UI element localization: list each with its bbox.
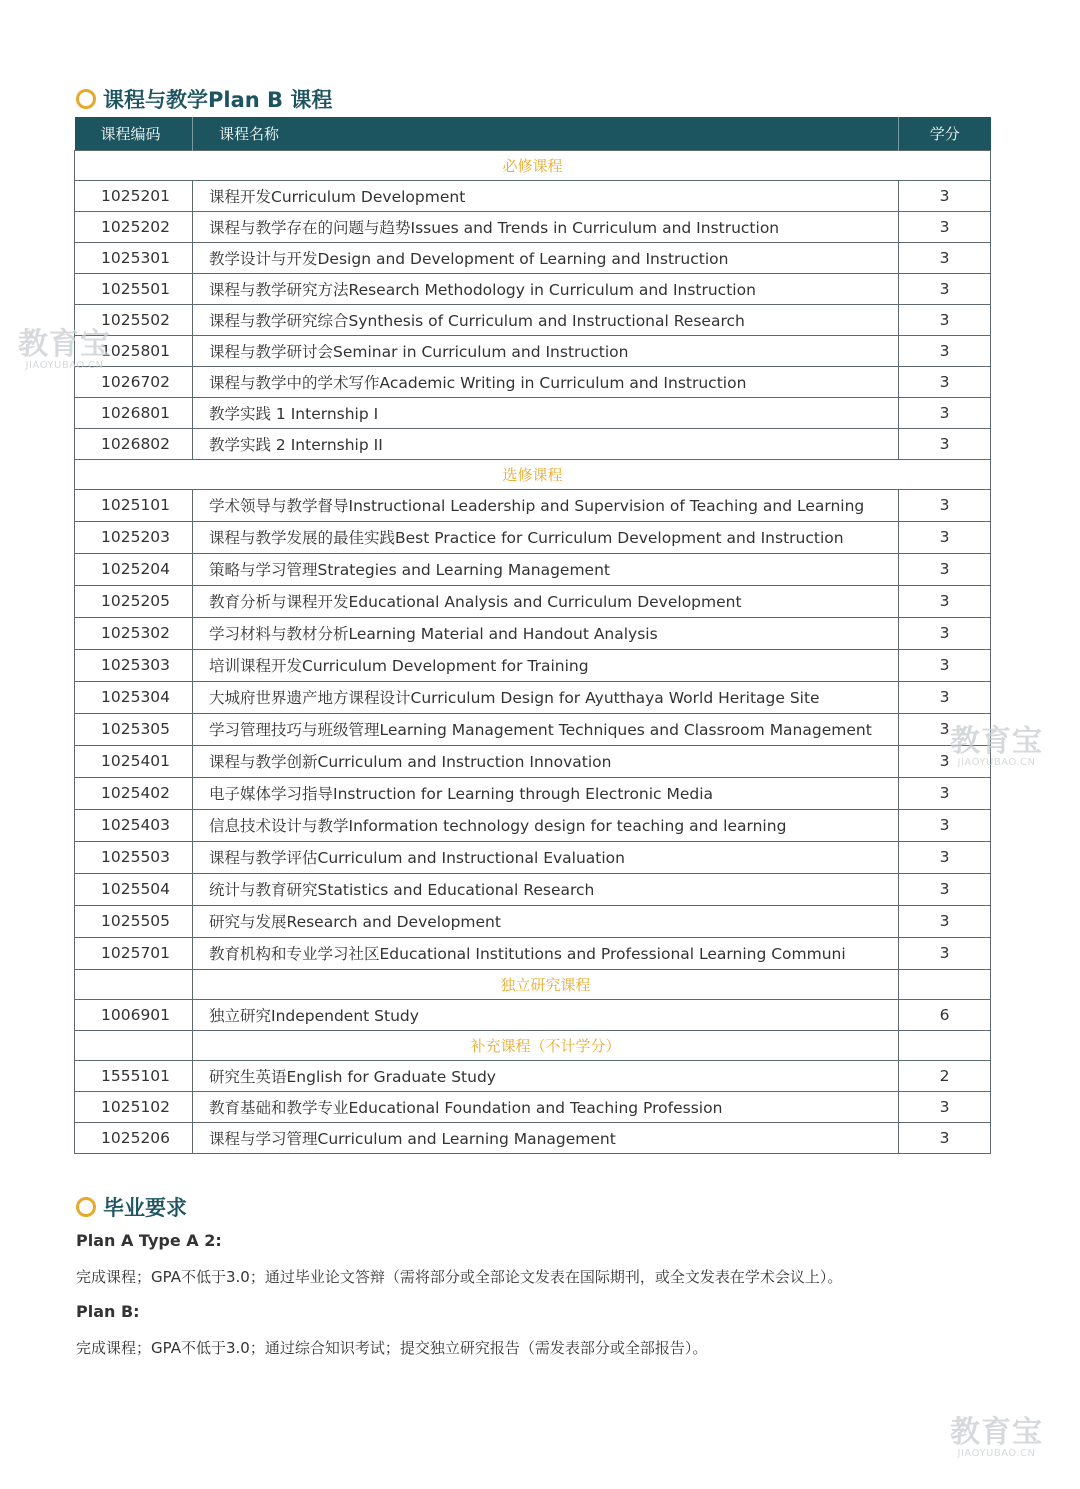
course-name: 课程与教学评估Curriculum and Instructional Evaluation bbox=[193, 841, 899, 873]
course-credit: 3 bbox=[899, 777, 991, 809]
course-code: 1026802 bbox=[75, 428, 193, 459]
course-code: 1025505 bbox=[75, 905, 193, 937]
watermark-cn: 教育宝 bbox=[18, 327, 111, 362]
table-row bbox=[75, 1091, 991, 1122]
table-row bbox=[75, 585, 991, 617]
course-name: 教育机构和专业学习社区Educational Institutions and Professional Learning Communi bbox=[193, 937, 899, 969]
course-name: 教育分析与课程开发Educational Analysis and Curriculum Development bbox=[193, 585, 899, 617]
table-row bbox=[75, 713, 991, 745]
category-label: 独立研究课程 bbox=[193, 969, 899, 999]
watermark-en: JIAOYUBAO.CN bbox=[25, 360, 104, 371]
course-name: 学习管理技巧与班级管理Learning Management Techniques and Classroom Management bbox=[193, 713, 899, 745]
course-credit: 3 bbox=[899, 397, 991, 428]
table-row bbox=[75, 335, 991, 366]
course-code: 1025303 bbox=[75, 649, 193, 681]
course-table bbox=[74, 117, 991, 1154]
course-credit: 3 bbox=[899, 873, 991, 905]
course-name: 信息技术设计与教学Information technology design for teaching and learning bbox=[193, 809, 899, 841]
course-code: 1025504 bbox=[75, 873, 193, 905]
table-row bbox=[75, 428, 991, 459]
column-header-credit: 学分 bbox=[899, 117, 991, 150]
course-name: 课程与学习管理Curriculum and Learning Management bbox=[193, 1122, 899, 1153]
table-row bbox=[75, 681, 991, 713]
course-credit: 3 bbox=[899, 841, 991, 873]
course-name: 课程与教学研究方法Research Methodology in Curriculum and Instruction bbox=[193, 273, 899, 304]
table-row bbox=[75, 841, 991, 873]
course-table-body bbox=[75, 150, 991, 1153]
table-row bbox=[75, 304, 991, 335]
course-credit: 3 bbox=[899, 521, 991, 553]
category-label: 必修课程 bbox=[75, 150, 991, 180]
plan-b-label: Plan B: bbox=[76, 1302, 140, 1321]
course-name: 研究生英语English for Graduate Study bbox=[193, 1060, 899, 1091]
course-name: 课程与教学发展的最佳实践Best Practice for Curriculum Development and Instruction bbox=[193, 521, 899, 553]
table-row bbox=[75, 553, 991, 585]
course-code: 1006901 bbox=[75, 999, 193, 1030]
course-name: 课程与教学中的学术写作Academic Writing in Curriculum and Instruction bbox=[193, 366, 899, 397]
watermark-logo bbox=[950, 1415, 1043, 1459]
table-row bbox=[75, 397, 991, 428]
table-row bbox=[75, 617, 991, 649]
column-header-code: 课程编码 bbox=[75, 117, 193, 150]
course-code: 1025801 bbox=[75, 335, 193, 366]
course-credit: 3 bbox=[899, 211, 991, 242]
course-credit: 3 bbox=[899, 1122, 991, 1153]
course-credit: 3 bbox=[899, 273, 991, 304]
table-header-row bbox=[75, 117, 991, 150]
course-name: 独立研究Independent Study bbox=[193, 999, 899, 1030]
graduation-heading bbox=[76, 1192, 187, 1222]
course-credit: 3 bbox=[899, 905, 991, 937]
table-row bbox=[75, 809, 991, 841]
course-name: 大城府世界遗产地方课程设计Curriculum Design for Ayutthaya World Heritage Site bbox=[193, 681, 899, 713]
course-code: 1025101 bbox=[75, 489, 193, 521]
curriculum-heading bbox=[76, 84, 332, 114]
course-credit: 3 bbox=[899, 553, 991, 585]
table-row bbox=[75, 1122, 991, 1153]
course-name: 培训课程开发Curriculum Development for Training bbox=[193, 649, 899, 681]
graduation-title: 毕业要求 bbox=[103, 1196, 187, 1220]
category-row bbox=[75, 1030, 991, 1060]
course-code: 1025206 bbox=[75, 1122, 193, 1153]
category-spacer bbox=[899, 1030, 991, 1060]
course-code: 1026702 bbox=[75, 366, 193, 397]
course-code: 1025502 bbox=[75, 304, 193, 335]
course-code: 1025205 bbox=[75, 585, 193, 617]
watermark-cn: 教育宝 bbox=[950, 1415, 1043, 1450]
course-name: 研究与发展Research and Development bbox=[193, 905, 899, 937]
course-credit: 3 bbox=[899, 335, 991, 366]
category-label: 选修课程 bbox=[75, 459, 991, 489]
plan-a-requirements: 完成课程；GPA不低于3.0；通过毕业论文答辩（需将部分或全部论文发表在国际期刊，或全文发表在学术会议上）。 bbox=[76, 1268, 843, 1286]
course-code: 1025203 bbox=[75, 521, 193, 553]
course-credit: 3 bbox=[899, 617, 991, 649]
watermark-en: JIAOYUBAO.CN bbox=[957, 757, 1036, 768]
course-code: 1025305 bbox=[75, 713, 193, 745]
watermark-logo bbox=[18, 327, 111, 371]
table-row bbox=[75, 745, 991, 777]
course-credit: 3 bbox=[899, 304, 991, 335]
table-row bbox=[75, 242, 991, 273]
course-code: 1025401 bbox=[75, 745, 193, 777]
course-name: 学习材料与教材分析Learning Material and Handout Analysis bbox=[193, 617, 899, 649]
course-code: 1025701 bbox=[75, 937, 193, 969]
course-code: 1025304 bbox=[75, 681, 193, 713]
watermark-logo bbox=[950, 724, 1043, 768]
table-row bbox=[75, 937, 991, 969]
course-code: 1025202 bbox=[75, 211, 193, 242]
course-code: 1025204 bbox=[75, 553, 193, 585]
course-code: 1025402 bbox=[75, 777, 193, 809]
table-row bbox=[75, 211, 991, 242]
course-credit: 3 bbox=[899, 428, 991, 459]
course-code: 1025501 bbox=[75, 273, 193, 304]
table-row bbox=[75, 180, 991, 211]
table-row bbox=[75, 873, 991, 905]
course-name: 教学设计与开发Design and Development of Learning and Instruction bbox=[193, 242, 899, 273]
course-name: 教育基础和教学专业Educational Foundation and Teaching Profession bbox=[193, 1091, 899, 1122]
category-row bbox=[75, 969, 991, 999]
course-credit: 3 bbox=[899, 681, 991, 713]
circle-bullet-icon bbox=[76, 89, 96, 109]
course-credit: 3 bbox=[899, 937, 991, 969]
course-credit: 3 bbox=[899, 713, 991, 745]
course-name: 课程与教学研讨会Seminar in Curriculum and Instruction bbox=[193, 335, 899, 366]
course-name: 学术领导与教学督导Instructional Leadership and Supervision of Teaching and Learning bbox=[193, 489, 899, 521]
watermark-en: JIAOYUBAO.CN bbox=[957, 1448, 1036, 1459]
table-row bbox=[75, 1060, 991, 1091]
course-name: 课程开发Curriculum Development bbox=[193, 180, 899, 211]
category-label: 补充课程（不计学分） bbox=[193, 1030, 899, 1060]
course-credit: 3 bbox=[899, 1091, 991, 1122]
watermark-cn: 教育宝 bbox=[950, 724, 1043, 759]
plan-a-label: Plan A Type A 2: bbox=[76, 1231, 222, 1250]
table-row bbox=[75, 999, 991, 1030]
category-spacer bbox=[75, 1030, 193, 1060]
course-credit: 3 bbox=[899, 649, 991, 681]
course-code: 1026801 bbox=[75, 397, 193, 428]
circle-bullet-icon bbox=[76, 1197, 96, 1217]
course-code: 1025403 bbox=[75, 809, 193, 841]
course-code: 1025302 bbox=[75, 617, 193, 649]
course-credit: 6 bbox=[899, 999, 991, 1030]
category-spacer bbox=[899, 969, 991, 999]
course-credit: 3 bbox=[899, 180, 991, 211]
course-code: 1555101 bbox=[75, 1060, 193, 1091]
course-name: 策略与学习管理Strategies and Learning Management bbox=[193, 553, 899, 585]
course-code: 1025503 bbox=[75, 841, 193, 873]
course-code: 1025301 bbox=[75, 242, 193, 273]
course-credit: 3 bbox=[899, 809, 991, 841]
category-row bbox=[75, 150, 991, 180]
plan-b-requirements: 完成课程；GPA不低于3.0；通过综合知识考试；提交独立研究报告（需发表部分或全部报告）。 bbox=[76, 1339, 708, 1357]
course-name: 课程与教学创新Curriculum and Instruction Innovation bbox=[193, 745, 899, 777]
course-name: 电子媒体学习指导Instruction for Learning through Electronic Media bbox=[193, 777, 899, 809]
course-name: 课程与教学研究综合Synthesis of Curriculum and Instructional Research bbox=[193, 304, 899, 335]
course-name: 课程与教学存在的问题与趋势Issues and Trends in Curriculum and Instruction bbox=[193, 211, 899, 242]
column-header-name: 课程名称 bbox=[193, 117, 899, 150]
course-credit: 2 bbox=[899, 1060, 991, 1091]
course-name: 统计与教育研究Statistics and Educational Research bbox=[193, 873, 899, 905]
course-code: 1025102 bbox=[75, 1091, 193, 1122]
course-credit: 3 bbox=[899, 489, 991, 521]
course-credit: 3 bbox=[899, 745, 991, 777]
table-row bbox=[75, 649, 991, 681]
course-credit: 3 bbox=[899, 366, 991, 397]
table-row bbox=[75, 489, 991, 521]
course-name: 教学实践 2 Internship II bbox=[193, 428, 899, 459]
course-credit: 3 bbox=[899, 585, 991, 617]
course-credit: 3 bbox=[899, 242, 991, 273]
course-name: 教学实践 1 Internship I bbox=[193, 397, 899, 428]
curriculum-title: 课程与教学Plan B 课程 bbox=[103, 88, 333, 112]
table-row bbox=[75, 273, 991, 304]
table-row bbox=[75, 905, 991, 937]
table-row bbox=[75, 366, 991, 397]
category-spacer bbox=[75, 969, 193, 999]
course-code: 1025201 bbox=[75, 180, 193, 211]
category-row bbox=[75, 459, 991, 489]
table-row bbox=[75, 521, 991, 553]
table-row bbox=[75, 777, 991, 809]
